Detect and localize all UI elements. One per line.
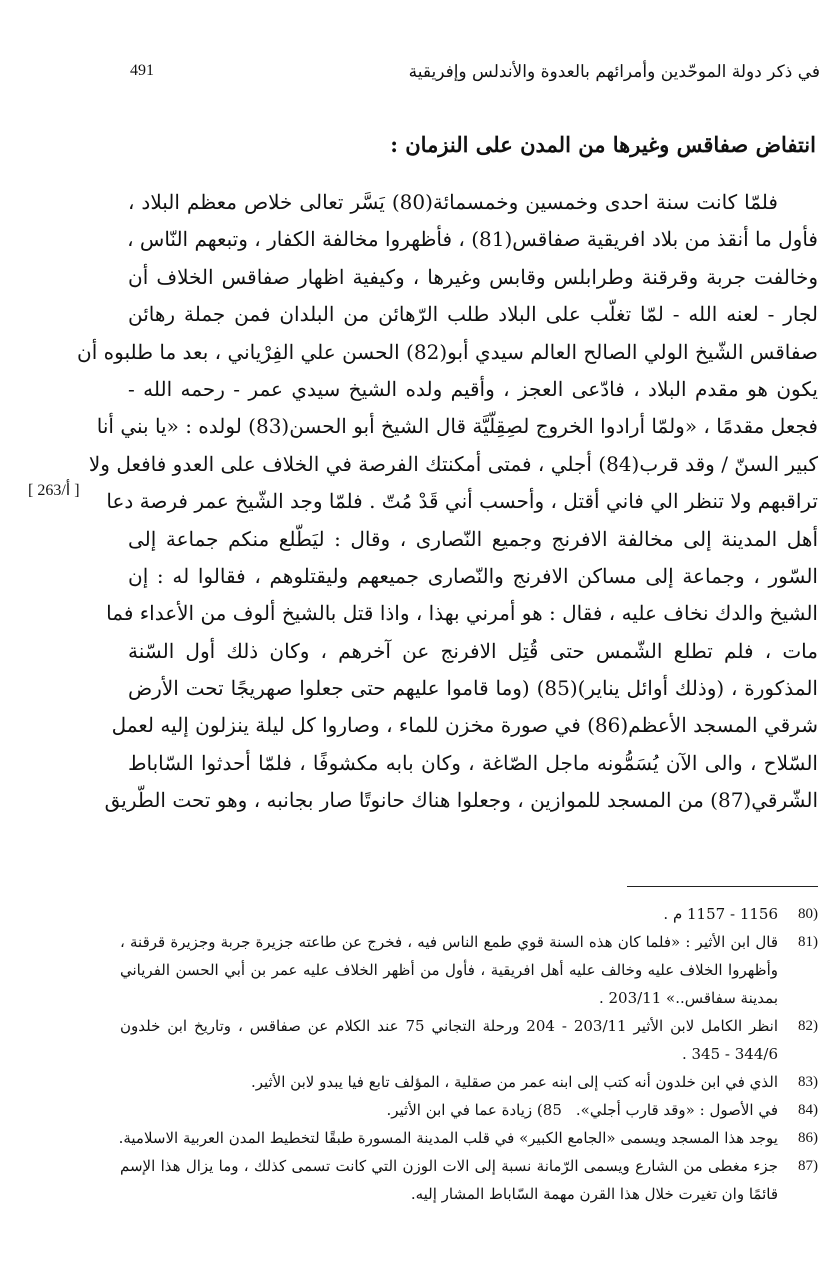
footnote-number: (86 xyxy=(798,1130,818,1146)
footnote-85-text: 85) زيادة عما في ابن الأثير. xyxy=(386,1101,562,1119)
footnote xyxy=(120,1012,818,1068)
footnote xyxy=(120,1124,818,1152)
body-line: لجار - لعنه الله - لمّا تغلّب على البلاد طلب الرّهائن من البلدان فمن جملة رهائن xyxy=(128,302,818,327)
footnote xyxy=(120,900,818,928)
footnotes xyxy=(120,900,818,1208)
footnote-line-pair xyxy=(120,1096,778,1124)
body-line: مات ، فلم تطلع الشّمس حتى قُتِل الافرنج عن آخرهم ، وكان ذلك أول السّنة xyxy=(128,638,818,663)
page-number: 491 xyxy=(130,62,154,79)
running-title: في ذكر دولة الموحّدين وأمرائهم بالعدوة والأندلس وإفريقية xyxy=(408,62,820,82)
footnote-text: في الأصول : «وقد قارب أجلي». xyxy=(575,1101,778,1119)
footnote-text: يوجد هذا المسجد ويسمى «الجامع الكبير» في قلب المدينة المسورة طبقًا لتخطيط المدن العربية الاسلامية. xyxy=(118,1129,778,1147)
body-line: شرقي المسجد الأعظم(86) في صورة مخزن للماء ، وصاروا كل ليلة ينزلون إليه لعمل xyxy=(111,713,818,738)
footnote-text: قال ابن الأثير : «فلما كان هذه السنة قوي طمع الناس فيه ، فخرج عن طاعته جزيرة جربة وجزيرة قرقنة ، xyxy=(120,933,778,951)
body-text xyxy=(77,184,818,820)
footnote-text: الذي في ابن خلدون أنه كتب إلى ابنه عمر من صقلية ، المؤلف تابع فيا يبدو لابن الأثير. xyxy=(250,1073,778,1091)
body-line: وخالفت جربة وقرقنة وطرابلس وقابس وغيرها ، وكيفية اظهار صفاقس الخلاف أن xyxy=(128,264,818,289)
body-line: كبير السنّ / وقد قرب(84) أجلي ، فمتى أمكنتك الفرصة في الخلاف على العدو فافعل ولا xyxy=(88,451,818,476)
footnote-text: جزء مغطى من الشارع ويسمى الرّمانة نسبة إلى الات الوزن التي كانت تسمى كذلك ، وما يزال هذا الإسم xyxy=(120,1157,778,1175)
footnote xyxy=(120,928,818,1012)
footnote-number: (82 xyxy=(798,1018,818,1034)
margin-folio-marker: [ 263/أ ] xyxy=(28,482,80,499)
body-line: السّلاح ، والى الآن يُسَمُّونه ماجل الصّاغة ، وكان بابه مكشوفًا ، فلمّا أحدثوا السّاباط xyxy=(128,750,818,775)
footnote-text: 1156 - 1157 م . xyxy=(663,905,778,923)
body-line: السّور ، وجماعة إلى مساكن الافرنج والنّصارى جميعهم وليقتلوهم ، فقالوا له : إن xyxy=(128,563,818,588)
footnote xyxy=(120,1096,818,1124)
footnote xyxy=(120,1068,818,1096)
body-line: تراقبهم ولا تنظر الي فاني أقتل ، وأحسب أني قَدْ مُتّ . فلمّا وجد الشّيخ عمر فرصة دعا xyxy=(106,489,818,514)
footnote-text: قائمًا وان تغيرت خلال هذا القرن مهمة السّاباط المشار إليه. xyxy=(410,1185,778,1203)
body-line: فلمّا كانت سنة احدى وخمسين وخمسمائة(80) يَسَّر تعالى خلاص معظم البلاد ، xyxy=(128,190,778,214)
body-line: يكون هو مقدم البلاد ، فادّعى العجز ، وأقيم ولده الشيخ سيدي عمر - رحمه الله - xyxy=(128,376,818,401)
footnote-text: انظر الكامل لابن الأثير 203/11 - 204 ورحلة التجاني 75 عند الكلام عن صفاقس ، وتاريخ ابن خلدون xyxy=(120,1017,778,1035)
body-line: الشّرقي(87) من المسجد للموازين ، وجعلوا هناك حانوتًا صار بجانبه ، وهو تحت الطّريق xyxy=(104,788,818,813)
footnote-number: (87 xyxy=(798,1158,818,1174)
body-line: فأول ما أنقذ من بلاد افريقية صفاقس(81) ، فأظهروا مخالفة الكفار ، وتبعهم النّاس ، xyxy=(127,227,818,252)
body-line: صفاقس الشّيخ الولي الصالح العالم سيدي أبو(82) الحسن علي الفِرْياني ، بعد ما طلبوه أن xyxy=(77,339,818,364)
running-head xyxy=(130,62,820,88)
footnote-number: (83 xyxy=(798,1074,818,1090)
footnote-text: بمدينة سفاقس..» 203/11 . xyxy=(598,989,778,1007)
body-line: فجعل مقدمًا ، «ولمّا أرادوا الخروج لصِقِلّيَّة قال الشيخ أبو الحسن(83) لولده : «يا بني أنا xyxy=(96,414,818,439)
footnote xyxy=(120,1152,818,1208)
body-line: أهل المدينة إلى مخالفة الافرنج وجميع النّصارى ، وقال : ليَطّلع منكم جماعة إلى xyxy=(128,526,818,551)
body-line: المذكورة ، (وذلك أوائل يناير)(85) (وما قاموا عليهم حتى جعلوا صهريجًا تحت الأرض xyxy=(128,676,818,701)
footnote-text: 344/6 - 345 . xyxy=(681,1045,778,1063)
footnote-number: (80 xyxy=(798,906,818,922)
body-line: الشيخ والدك نخاف عليه ، فقال : هو أمرني بهذا ، واذا قتل بالشيخ ألوف من الأعداء فما xyxy=(106,601,818,626)
footnote-number: (84 xyxy=(798,1102,818,1118)
section-heading: انتفاض صفاقس وغيرها من المدن على النزمان : xyxy=(390,132,816,157)
footnote-text: وأظهروا الخلاف عليه وخالف عليه أهل افريقية ، فأول من أظهر الخلاف عليه عمر بن أبي الحسن الفرياني xyxy=(120,961,778,979)
footnote-divider xyxy=(627,886,818,887)
footnote-number: (81 xyxy=(798,934,818,950)
